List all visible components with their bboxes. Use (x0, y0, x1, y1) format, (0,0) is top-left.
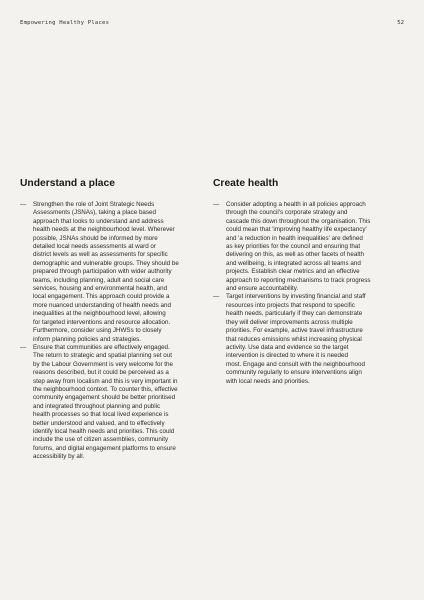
section-create-health (213, 177, 407, 386)
list-item (213, 293, 407, 385)
dash-bullet: — (213, 201, 220, 208)
running-header: Empowering Healthy Places (20, 20, 110, 26)
section-understand-a-place (20, 177, 214, 462)
dash-bullet: — (213, 293, 220, 301)
bullet-list (20, 201, 214, 462)
section-title: Create health (213, 178, 279, 189)
page-number: 52 (397, 20, 404, 26)
list-item-text: Target interventions by investing financial and staff resources into projects that respond to specific health needs, particularly if they can demonstrate they will deliver improvements across multiple priorities. For example, active travel infrastructure that reduces emissions whilst increasing physical activity. Use data and evidence so the target intervention is directed to where it is needed most. Engage and consult with the neighbourhood community regularly to ensure interventions align with local needs and priorities. (226, 293, 366, 385)
list-item (20, 344, 214, 462)
list-item (20, 201, 214, 344)
dash-bullet: — (20, 343, 27, 351)
list-item-text: Strengthen the role of Joint Strategic Needs Assessments (JSNAs), taking a place based approach that looks to understand and address health needs at the neighbourhood level. Wherever possible, JSNAs should be informed by more detailed local needs assessments at ward or district levels as well as assessments for specific demographic and vulnerable groups. They should be prepared through participation with wider authority teams, including planning, adult and social care services, housing and environmental health, and local engagement. This approach could provide a more nuanced understanding of health needs and inequalities at the neighbourhood level, allowing for targeted interventions and resource allocation. Furthermore, consider using JHWSs to closely inform planning policies and strategies. (33, 201, 179, 343)
dash-bullet: — (20, 201, 27, 208)
list-item-text: Consider adopting a health in all policies approach through the council's corporate strategy and cascade this down throughout the organisation. This could mean that 'improving healthy life expectancy' and 'a reduction in health inequalities' are defined as key priorities for the council and ensuring that delivering on this, as well as other facets of health and wellbeing, is integrated across all teams and projects. Establish clear metrics and an effective approach to reporting mechanisms to track progress and ensure accountability. (226, 201, 371, 293)
list-item-text: Ensure that communities are effectively engaged. The return to strategic and spatial planning set out by the Labour Government is very welcome for the reasons described, but it could be perceived as a step away from localism and this is very important in the neighbourhood context. To counter this, effective community engagement should be better prioritised and integrated throughout planning and public health processes so that local lived experience is better understood and valued, and to effectively identify local health needs and priorities. This could include the use of citizen assemblies, community forums, and digital engagement platforms to ensure accessibility by all. (33, 343, 178, 461)
list-item (213, 201, 407, 293)
bullet-list (213, 201, 407, 386)
section-title: Understand a place (20, 178, 115, 189)
